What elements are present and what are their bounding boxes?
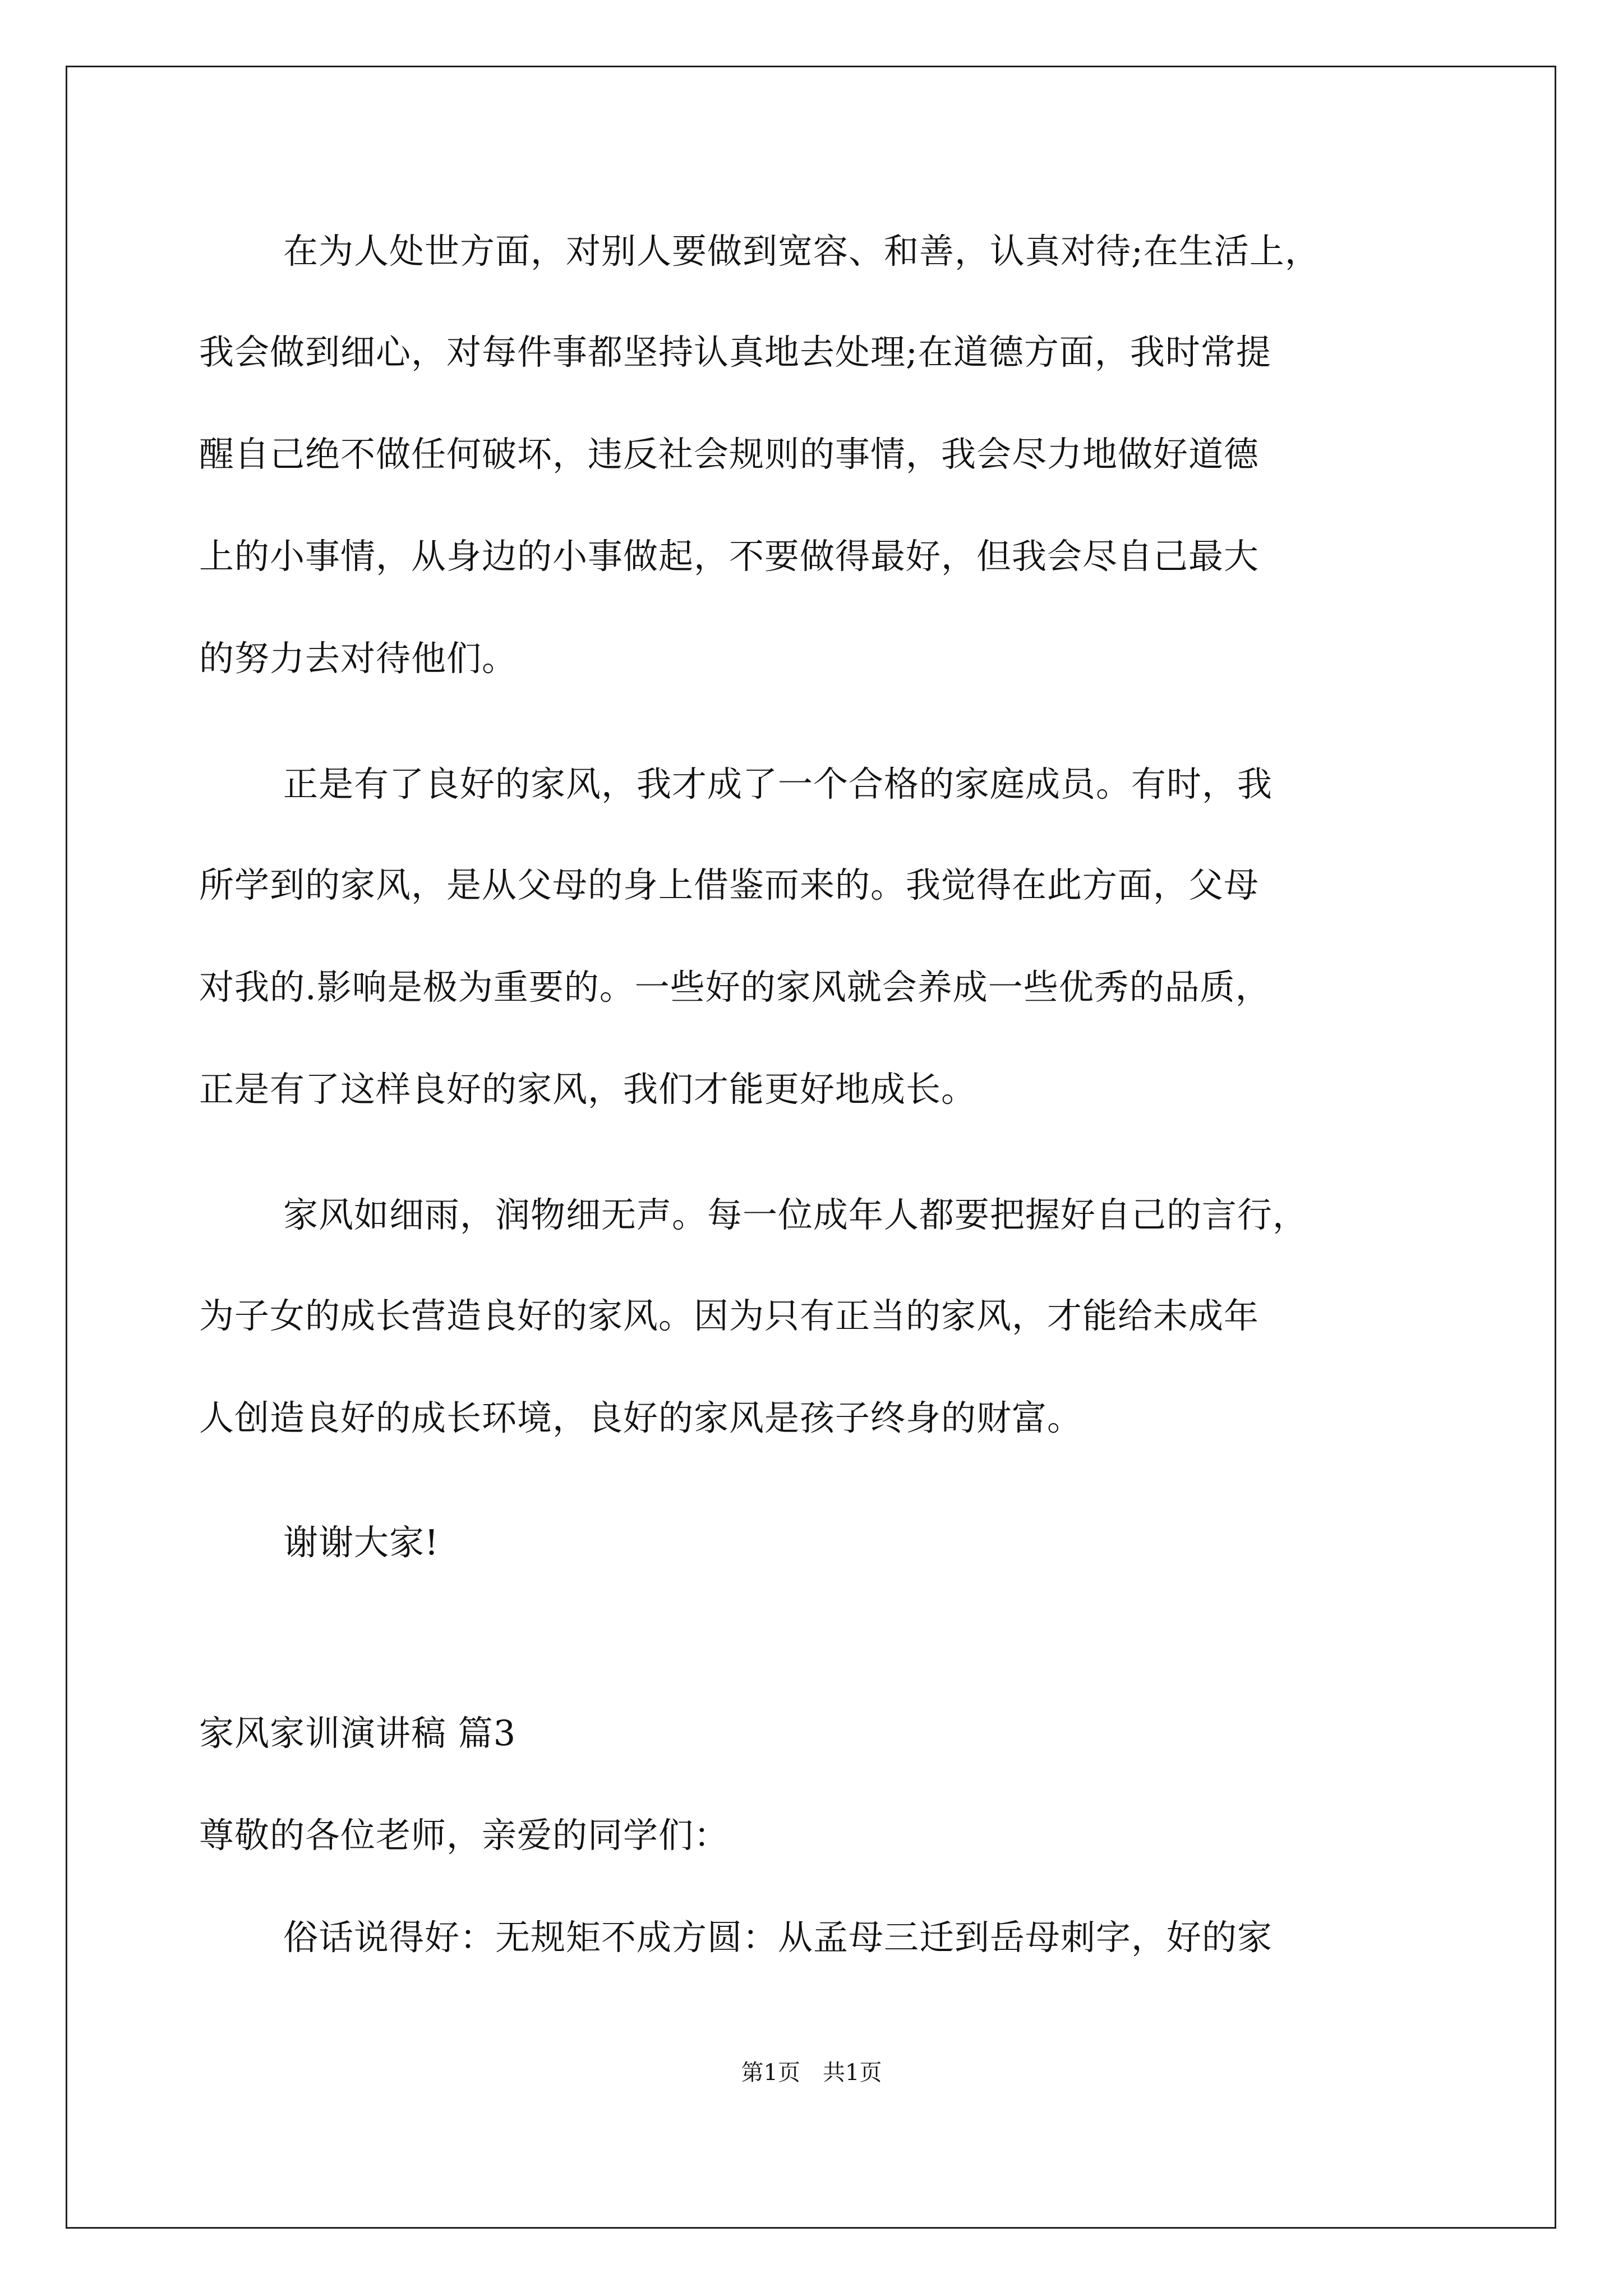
text-line: 我会做到细心，对每件事都坚持认真地去处理;在道德方面，我时常提	[199, 332, 1271, 372]
salutation: 尊敬的各位老师，亲爱的同学们：	[199, 1815, 730, 1856]
text-line: 人创造良好的成长环境，良好的家风是孩子终身的财富。	[199, 1397, 1083, 1438]
text-line: 谢谢大家!	[283, 1522, 439, 1563]
text-line: 所学到的家风，是从父母的身上借鉴而来的。我觉得在此方面，父母	[199, 864, 1260, 905]
text-line: 在为人处世方面，对别人要做到宽容、和善，认真对待;在生活上，	[283, 231, 1320, 272]
text-line: 正是有了这样良好的家风，我们才能更好地成长。	[199, 1069, 977, 1110]
page-footer: 第1页 共1页	[741, 2060, 882, 2086]
text-line: 俗话说得好：无规矩不成方圆：从孟母三迁到岳母刺字，好的家	[283, 1917, 1273, 1958]
text-line: 醒自己绝不做任何破坏，违反社会规则的事情，我会尽力地做好道德	[199, 434, 1260, 475]
text-line: 为子女的成长营造良好的家风。因为只有正当的家风，才能给未成年	[199, 1295, 1260, 1336]
text-line: 家风如细雨，润物细无声。每一位成年人都要把握好自己的言行，	[283, 1194, 1308, 1235]
text-line: 正是有了良好的家风，我才成了一个合格的家庭成员。有时，我	[283, 763, 1273, 804]
text-line: 的努力去对待他们。	[199, 638, 518, 679]
section-heading: 家风家训演讲稿 篇3	[199, 1713, 517, 1754]
text-line: 上的小事情，从身边的小事做起，不要做得最好，但我会尽自己最大	[199, 536, 1260, 577]
text-line: 对我的.影响是极为重要的。一些好的家风就会养成一些优秀的品质，	[199, 967, 1271, 1007]
page-frame	[66, 66, 1556, 2229]
